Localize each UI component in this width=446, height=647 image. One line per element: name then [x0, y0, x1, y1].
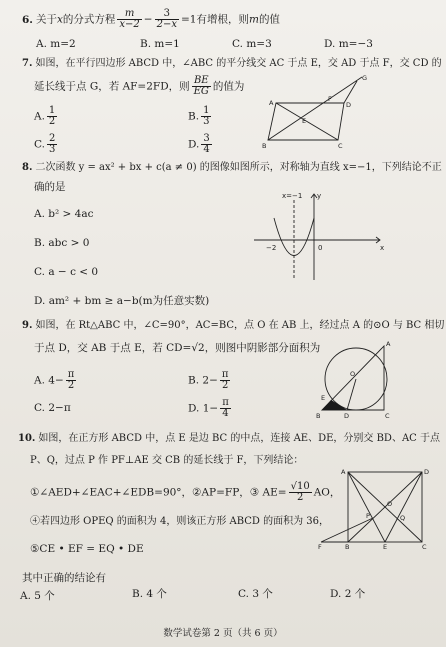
q6-option-d: D. m=−3	[324, 38, 373, 50]
q8-stem-line2: 确的是	[34, 181, 66, 193]
q9-option-a: A. 4− $\frac{\pi}{2}$	[34, 369, 75, 391]
q7-stem-line2: 延长线于点 G，若 AF=2FD，则 $\frac{BE}{EG}$ 的值为	[34, 75, 245, 97]
q10-label-b: B	[345, 543, 350, 550]
q8-option-d: D. am² + bm ≥ a−b(m为任意实数)	[34, 295, 210, 307]
q9-label-b: B	[316, 412, 321, 420]
q10-label-o: O	[387, 500, 393, 508]
q8-option-b: B. abc > 0	[34, 237, 90, 249]
q10-summary: 其中正确的结论有	[22, 572, 106, 584]
q7-ratio: $\frac{BE}{EG}$	[193, 75, 209, 97]
q7-label-a: A	[269, 99, 274, 107]
q6-stem-c: =1有增根，则	[180, 13, 249, 26]
q10-conclusion-4: ④若四边形 OPEQ 的面积为 4，则该正方形 ABCD 的面积为 36，	[30, 516, 330, 527]
q8-axis-label: x=−1	[282, 192, 303, 200]
q10-label-f: F	[318, 543, 322, 550]
q8-option-c: C. a − c < 0	[34, 266, 99, 278]
q9-label-o: O	[350, 370, 356, 378]
q6-stem-d: 的值	[258, 13, 280, 26]
q6-fraction-1: $\frac{m}{x-2}$	[119, 8, 140, 30]
q9-stem-line1: 9. 如图，在 Rt△ABC 中，∠C=90°，AC=BC，点 O 在 AB 上，经过点 A 的⊙O 与 BC 相切	[22, 320, 445, 331]
q6-var-x: x	[56, 13, 63, 26]
q10-option-d: D. 2 个	[330, 588, 366, 600]
q9-label-c: C	[385, 412, 390, 420]
page-footer: 数学试卷第 2 页（共 6 页）	[163, 628, 283, 639]
q6-fraction-2: $\frac{3}{2-x}$	[156, 8, 177, 30]
q7-label-c: C	[338, 142, 343, 150]
q7-label-d: D	[346, 101, 352, 109]
q9-option-c: C. 2−π	[34, 402, 71, 414]
q8-parabola-figure	[252, 188, 392, 283]
q7-label-e: E	[302, 117, 307, 125]
q10-square-figure	[318, 466, 434, 550]
q10-label-e: E	[383, 543, 388, 550]
q7-stem-line1: 7. 如图，在平行四边形 ABCD 中，∠ABC 的平分线交 AC 于点 E，交 AD 于点 F，交 CD 的	[22, 58, 442, 69]
q10-conclusions-1-3: ①∠AED+∠EAC+∠EDB=90°，②AP=FP，③ AE= $\frac{√10}{2}$ AO，	[30, 481, 341, 503]
q10-stem-line2: P、Q，过点 P 作 PF⊥AE 交 CB 的延长线于 F，下列结论：	[30, 455, 304, 466]
q9-label-d: D	[344, 412, 350, 420]
q7-parallelogram-figure	[262, 72, 372, 152]
q6-option-c: C. m=3	[232, 38, 272, 50]
q7-label-g: G	[362, 74, 368, 82]
q6-stem-b: 的分式方程	[62, 13, 116, 26]
q10-label-a: A	[341, 468, 346, 476]
q6-stem: 6. 关于x的分式方程 $\frac{m}{x-2}$ − $\frac{3}{2-x}$ =1有增根，则m的值	[22, 8, 280, 30]
q6-stem-a: 关于	[35, 13, 57, 26]
q8-option-a: A. b² > 4ac	[34, 208, 94, 220]
q10-label-q: Q	[400, 514, 406, 522]
q7-option-d: D. $\frac{3}{4}$	[188, 133, 210, 155]
q10-label-p: P	[366, 512, 370, 520]
q8-y-label: y	[317, 192, 322, 200]
q10-option-b: B. 4 个	[132, 588, 167, 600]
q9-circle-figure	[310, 336, 394, 420]
q9-option-b: B. 2− $\frac{\pi}{2}$	[188, 369, 229, 391]
q10-option-a: A. 5 个	[20, 590, 55, 602]
q6-option-a: A. m=2	[36, 38, 76, 50]
q10-label-c: C	[422, 543, 427, 550]
q10-option-c: C. 3 个	[238, 588, 273, 600]
q7-label-f: F	[328, 95, 332, 103]
q7-option-c: C. $\frac{2}{3}$	[34, 133, 56, 155]
q8-minus2-label: −2	[266, 244, 277, 252]
q9-label-e: E	[321, 394, 326, 402]
q10-conclusion-5: ⑤CE • EF = EQ • DE	[30, 543, 144, 555]
q8-origin-label: 0	[318, 244, 323, 252]
q10-label-d: D	[424, 468, 430, 476]
q7-option-b: B. $\frac{1}{3}$	[188, 105, 210, 127]
q8-stem-line1: 8. 二次函数 y = ax² + bx + c(a ≠ 0) 的图像如图所示，对称轴为直线 x=−1，下列结论不正	[22, 162, 442, 173]
q10-fraction: $\frac{√10}{2}$	[290, 481, 310, 503]
q7-label-b: B	[262, 142, 267, 150]
q9-option-d: D. 1− $\frac{\pi}{4}$	[188, 397, 229, 419]
q10-stem-line1: 10. 如图，在正方形 ABCD 中，点 E 是边 BC 的中点，连接 AE、DE，分别交 BD、AC 于点	[18, 433, 441, 444]
q7-option-a: A. $\frac{1}{2}$	[34, 105, 56, 127]
q9-stem-line2: 于点 D，交 AB 于点 E，若 CD=√2，则图中阴影部分面积为	[34, 342, 321, 354]
q6-option-b: B. m=1	[140, 38, 180, 50]
q6-number: 6.	[22, 13, 33, 26]
q8-x-label: x	[380, 244, 385, 252]
q9-label-a: A	[386, 340, 391, 348]
